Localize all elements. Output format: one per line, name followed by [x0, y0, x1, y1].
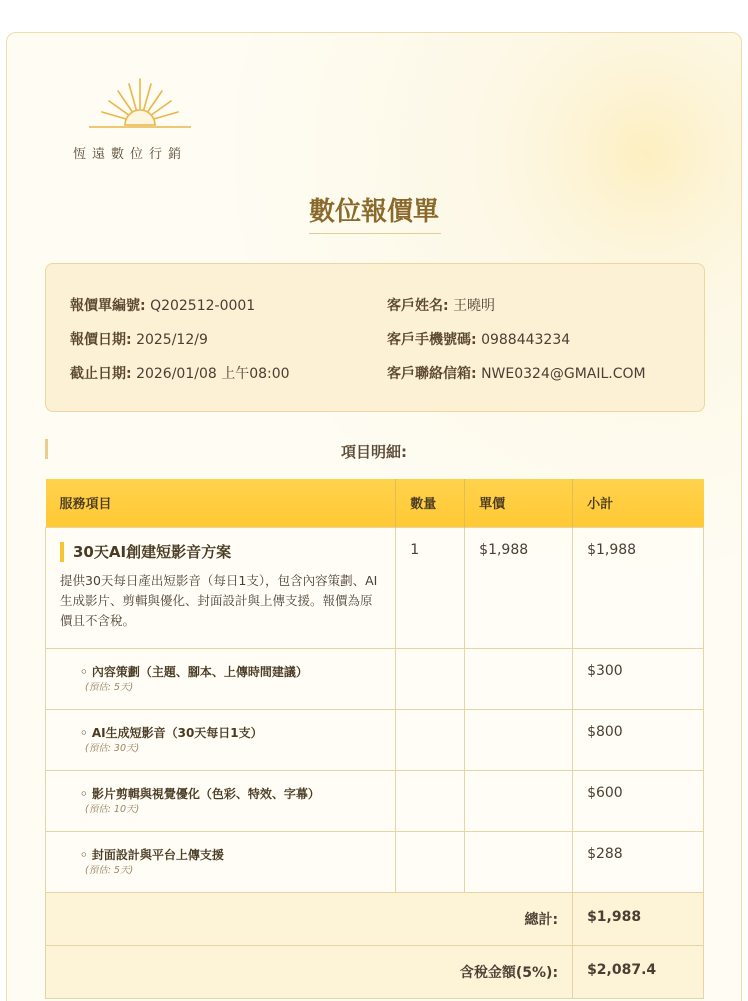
quote-number-label: 報價單編號:: [70, 298, 146, 314]
table-header-row: [46, 479, 704, 527]
sub-item-cell: [46, 709, 396, 770]
sub-item-qty: [396, 831, 465, 892]
sub-item-name: ◦ 封面設計與平台上傳支援: [80, 847, 224, 862]
section-title: 項目明細:: [341, 443, 407, 461]
sub-item-qty: [396, 770, 465, 831]
header-subtotal: 小計: [573, 479, 704, 527]
sub-item-price: [465, 648, 573, 709]
main-item-price: $1,988: [465, 527, 573, 648]
sub-item-note: (預估: 5天): [85, 681, 134, 693]
tax-total-row: [46, 945, 704, 998]
sub-item-cell: [46, 831, 396, 892]
main-item-subtotal: $1,988: [573, 527, 704, 648]
main-item-qty: 1: [396, 527, 465, 648]
total-row: [46, 892, 704, 945]
sub-item-price: [465, 831, 573, 892]
sub-item-cell: [46, 770, 396, 831]
sub-item-subtotal: $800: [573, 709, 704, 770]
client-phone-value: 0988443234: [481, 332, 571, 348]
client-phone-row: [387, 329, 570, 349]
table-row: [46, 648, 704, 709]
sunrise-icon: [87, 75, 193, 131]
table-row: [46, 770, 704, 831]
sub-item-note: (預估: 10天): [85, 803, 140, 815]
sub-item-note: (預估: 5天): [85, 864, 134, 876]
sub-item-qty: [396, 709, 465, 770]
quote-sheet: [6, 32, 742, 1001]
quote-date-label: 報價日期:: [70, 332, 132, 348]
sub-item-price: [465, 770, 573, 831]
quote-info-box: [45, 263, 705, 412]
tax-total-label: 含稅金額(5%):: [46, 945, 573, 998]
quote-number-row: [70, 295, 255, 315]
quote-date-row: [70, 329, 208, 349]
header-service: 服務項目: [46, 479, 396, 527]
page-title: 數位報價單: [308, 197, 439, 227]
total-label: 總計:: [46, 892, 573, 945]
header-price: 單價: [465, 479, 573, 527]
sub-item-name: ◦ AI生成短影音（30天每日1支）: [80, 725, 263, 740]
sub-item-qty: [396, 648, 465, 709]
company-logo: [73, 75, 213, 165]
sub-item-name: ◦ 內容策劃（主題、腳本、上傳時間建議）: [80, 664, 308, 679]
quote-date-value: 2025/12/9: [136, 332, 208, 348]
client-name-label: 客戶姓名:: [387, 298, 449, 314]
total-value: $1,988: [573, 892, 704, 945]
sub-item-note: (預估: 30天): [85, 742, 140, 754]
table-row-main: [46, 527, 704, 648]
sub-item-subtotal: $288: [573, 831, 704, 892]
client-name-row: [387, 295, 495, 315]
sub-item-subtotal: $300: [573, 648, 704, 709]
deadline-value: 2026/01/08 上午08:00: [136, 366, 290, 382]
quote-number-value: Q202512-0001: [150, 298, 256, 314]
client-email-row: [387, 363, 646, 383]
client-phone-label: 客戶手機號碼:: [387, 332, 477, 348]
sub-item-name: ◦ 影片剪輯與視覺優化（色彩、特效、字幕）: [80, 786, 320, 801]
company-name: 恆遠數位行銷: [73, 147, 188, 162]
main-item-name: 30天AI創建短影音方案: [60, 542, 381, 562]
client-email-value: NWE0324@GMAIL.COM: [481, 366, 646, 382]
sub-item-subtotal: $600: [573, 770, 704, 831]
sub-item-cell: [46, 648, 396, 709]
table-row: [46, 709, 704, 770]
title-divider: [309, 233, 441, 234]
tax-total-value: $2,087.4: [573, 945, 704, 998]
items-table: [45, 479, 704, 999]
client-name-value: 王曉明: [453, 298, 496, 314]
header-qty: 數量: [396, 479, 465, 527]
deadline-label: 截止日期:: [70, 366, 132, 382]
sub-item-price: [465, 709, 573, 770]
table-row: [46, 831, 704, 892]
client-email-label: 客戶聯絡信箱:: [387, 366, 477, 382]
main-item-cell: [46, 527, 396, 648]
deadline-row: [70, 363, 290, 383]
main-item-desc: 提供30天每日產出短影音（每日1支），包含內容策劃、AI生成影片、剪輯與優化、封面設計與上傳支援。報價為原價且不含稅。: [60, 572, 378, 628]
